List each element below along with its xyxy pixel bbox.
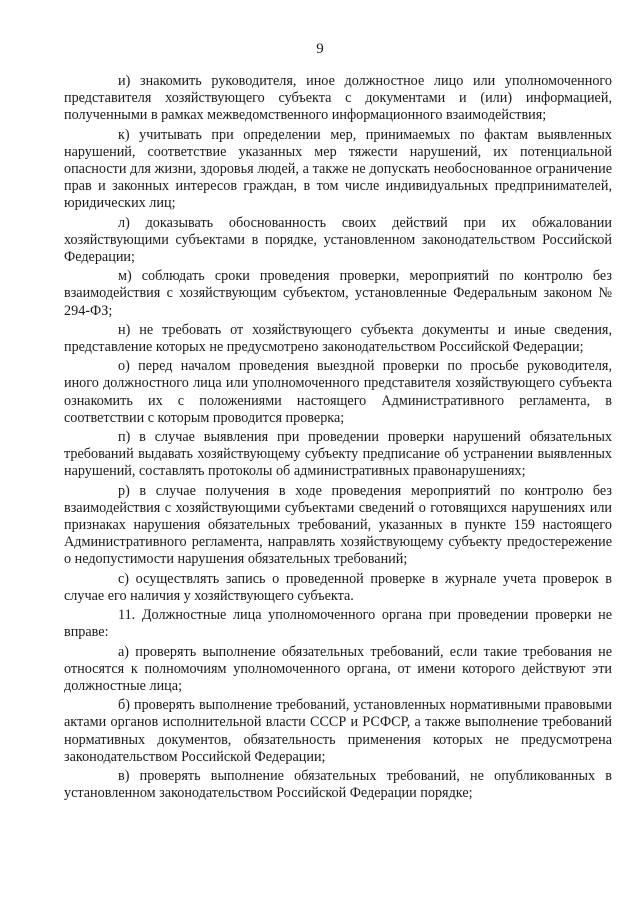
paragraph-item-p: п) в случае выявления при проведении проверки нарушений обязательных требований выдавать хозяйствующему субъекту предписание об устранении выявленных нарушений, составлять протоколы об административных правонарушениях; xyxy=(64,429,612,480)
paragraph-item-a: а) проверять выполнение обязательных требований, если такие требования не относятся к полномочиям уполномоченного органа, от имени которого действуют эти должностные лица; xyxy=(64,643,612,694)
paragraph-section-11: 11. Должностные лица уполномоченного органа при проведении проверки не вправе: xyxy=(64,607,612,641)
paragraph-item-r: р) в случае получения в ходе проведения мероприятий по контролю без взаимодействия с хозяйствующими субъектами сведений о готовящихся нарушениях или признаках нарушения обязательных требований, указанных в пункте 159 настоящего Административного регламента, направлять хозяйствующему субъекту предостережение о недопустимости нарушения обязательных требований; xyxy=(64,482,612,568)
paragraph-item-b: б) проверять выполнение требований, установленных нормативными правовыми актами органов исполнительной власти СССР и РСФСР, а также выполнение требований нормативных документов, обязательность применения которых не предусмотрена законодательством Российской Федерации; xyxy=(64,697,612,765)
paragraph-item-s: с) осуществлять запись о проведенной проверке в журнале учета проверок в случае его наличия у хозяйствующего субъекта. xyxy=(64,570,612,604)
paragraph-item-k: к) учитывать при определении мер, принимаемых по фактам выявленных нарушений, соответствие указанных мер тяжести нарушений, их потенциальной опасности для жизни, здоровья людей, а также не допускать необоснованное ограничение прав и законных интересов граждан, в том числе индивидуальных предпринимателей, юридических лиц; xyxy=(64,126,612,212)
paragraph-item-o: о) перед началом проведения выездной проверки по просьбе руководителя, иного должностного лица или уполномоченного представителя хозяйствующего субъекта ознакомить их с положениями настоящего Административного регламента, в соответствии с которым проводится проверка; xyxy=(64,358,612,426)
page-number: 9 xyxy=(316,41,324,57)
paragraph-item-v: в) проверять выполнение обязательных требований, не опубликованных в установленном законодательством Российской Федерации порядке; xyxy=(64,767,612,802)
document-body xyxy=(64,73,612,804)
paragraph-item-m: м) соблюдать сроки проведения проверки, мероприятий по контролю без взаимодействия с хозяйствующим субъектом, установленные Федеральным законом № 294-ФЗ; xyxy=(64,268,612,319)
paragraph-item-n: н) не требовать от хозяйствующего субъекта документы и иные сведения, представление которых не предусмотрено законодательством Российской Федерации; xyxy=(64,321,612,356)
paragraph-item-l: л) доказывать обоснованность своих действий при их обжаловании хозяйствующими субъектами в порядке, установленном законодательством Российской Федерации; xyxy=(64,214,612,266)
paragraph-item-i: и) знакомить руководителя, иное должностное лицо или уполномоченного представителя хозяйствующего субъекта с документами и (или) информацией, полученными в рамках межведомственного информационного взаимодействия; xyxy=(64,73,612,124)
